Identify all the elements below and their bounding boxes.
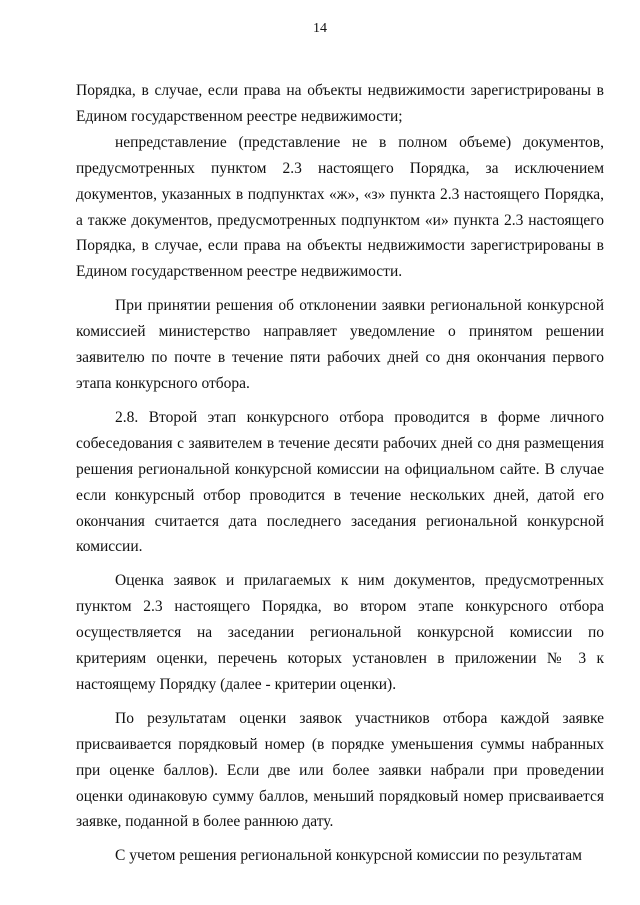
paragraph-application-evaluation: Оценка заявок и прилагаемых к ним документов, предусмотренных пунктом 2.3 настоящего Порядка, во втором этапе конкурсного отбора осуществляется на заседании региональной конкурсной комиссии по критериям оценки, перечень которых установлен в приложении № 3 к настоящему Порядку (далее - критерии оценки). [76,572,604,693]
paragraph-final-decision: С учетом решения региональной конкурсной комиссии по результатам [115,847,582,865]
paragraph-continuation: Порядка, в случае, если права на объекты недвижимости зарегистрированы в Едином государственном реестре недвижимости; [76,82,604,125]
page-number: 14 [313,21,327,36]
paragraph-second-stage: 2.8. Второй этап конкурсного отбора проводится в форме личного собеседования с заявителем в течение десяти рабочих дней со дня размещения решения региональной конкурсной комиссии на официальном сайте. В случае если конкурсный отбор проводится в течение нескольких дней, датой его окончания считается дата последнего заседания региональной конкурсной комиссии. [76,408,604,556]
document-body [76,78,604,869]
paragraph-ranking: По результатам оценки заявок участников отбора каждой заявке присваивается порядковый номер (в порядке уменьшения суммы набранных при оценке баллов). Если две или более заявки набрали при проведении оценки одинаковую сумму баллов, меньший порядковый номер присваивается заявке, поданной в более раннюю дату. [76,709,604,831]
paragraph-rejection-notice: При принятии решения об отклонении заявки региональной конкурсной комиссией министерство направляет уведомление о принятом решении заявителю по почте в течение пяти рабочих дней со дня окончания первого этапа конкурсного отбора. [76,297,604,392]
paragraph-nonsubmission: непредставление (представление не в полном объеме) документов, предусмотренных пунктом 2.3 настоящего Порядка, за исключением документов, указанных в подпунктах «ж», «з» пункта 2.3 настоящего Порядка, а также документов, предусмотренных подпунктом «и» пункта 2.3 настоящего Порядка, в случае, если права на объекты недвижимости зарегистрированы в Едином государственном реестре недвижимости. [76,133,604,281]
